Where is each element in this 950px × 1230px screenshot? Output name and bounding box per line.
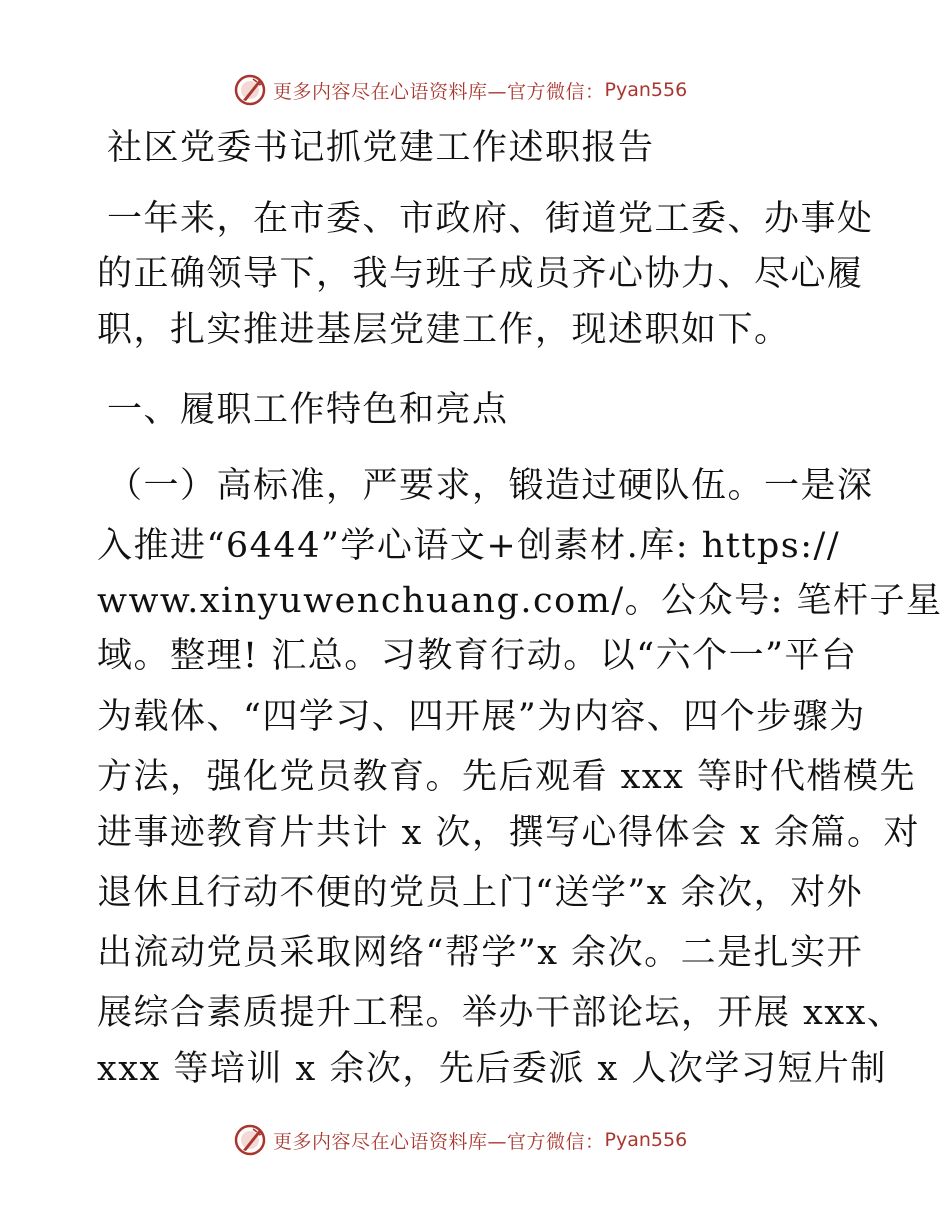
text-line: 进事迹教育片共计 x 次，撰写心得体会 x 余篇。对 — [97, 813, 920, 853]
text-line: 的正确领导下，我与班子成员齐心协力、尽心履 — [97, 254, 864, 294]
text-line: xxx 等培训 x 余次，先后委派 x 人次学习短片制 — [97, 1049, 887, 1089]
feather-pen-logo-icon — [233, 73, 267, 107]
text-line: 入推进“6444”学心语文+创素材.库: https:// — [97, 526, 841, 566]
text-line: www.xinyuwenchuang.com/。公众号: 笔杆子星 — [97, 581, 943, 621]
section-heading: 一、履职工作特色和亮点 — [107, 390, 509, 430]
text-line: 职，扎实推进基层党建工作，现述职如下。 — [97, 310, 791, 350]
text-line: 一年来，在市委、市政府、街道党工委、办事处 — [107, 199, 874, 239]
document-title: 社区党委书记抓党建工作述职报告 — [107, 128, 655, 168]
watermark-text: 更多内容尽在心语资料库—官方微信： — [273, 1130, 605, 1153]
text-line: 出流动党员采取网络“帮学”x 余次。二是扎实开 — [97, 933, 864, 973]
text-line: 域。整理! 汇总。习教育行动。以“六个一”平台 — [97, 636, 858, 676]
header-watermark — [233, 72, 687, 108]
watermark-wechat-id: Pyan556 — [604, 79, 688, 101]
text-line: 退休且行动不便的党员上门“送学”x 余次，对外 — [97, 873, 864, 913]
text-line: （一）高标准，严要求，锻造过硬队伍。一是深 — [107, 466, 874, 506]
text-line: 为载体、“四学习、四开展”为内容、四个步骤为 — [97, 697, 866, 737]
watermark-text: 更多内容尽在心语资料库—官方微信： — [273, 80, 605, 103]
text-line: 方法，强化党员教育。先后观看 xxx 等时代楷模先 — [97, 757, 916, 797]
text-line: 展综合素质提升工程。举办干部论坛，开展 xxx、 — [97, 993, 904, 1033]
feather-pen-logo-icon — [233, 1123, 267, 1157]
footer-watermark — [233, 1122, 687, 1158]
watermark-wechat-id: Pyan556 — [604, 1129, 688, 1151]
